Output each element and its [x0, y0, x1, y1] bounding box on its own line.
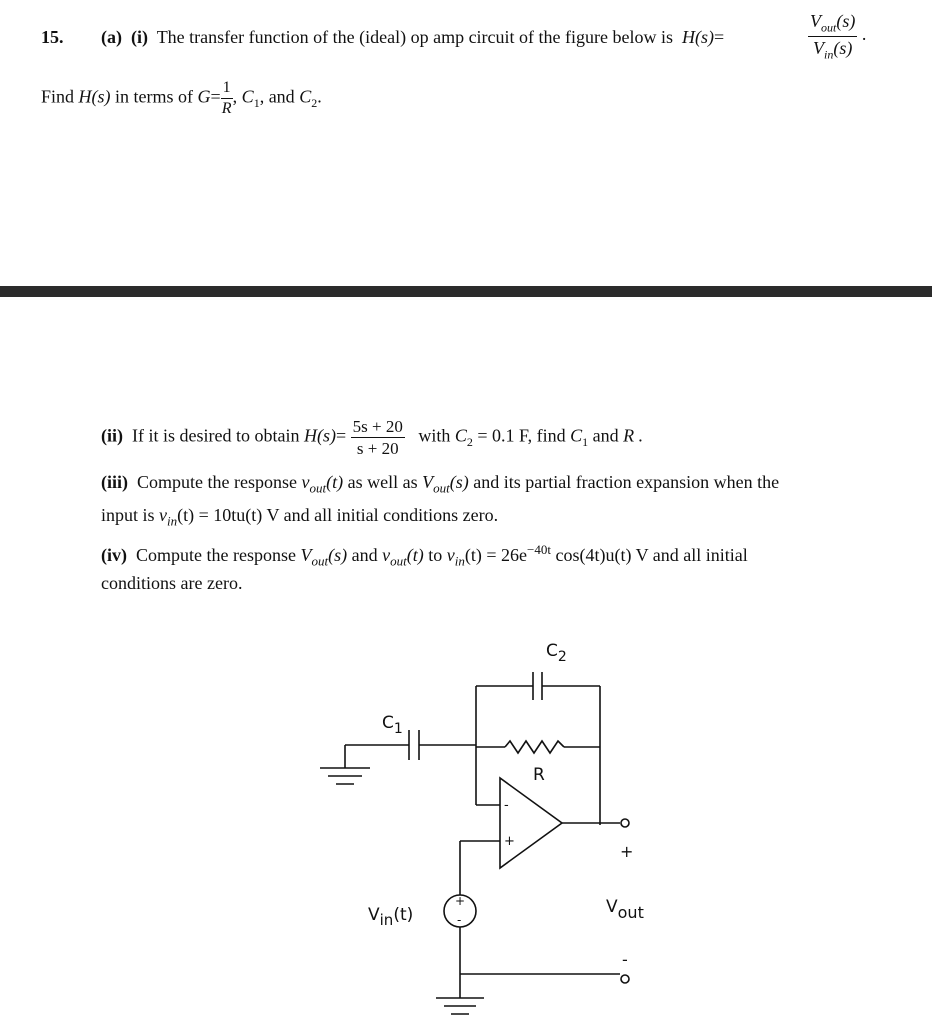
- problem-number: 15.: [41, 27, 64, 47]
- c2-label: $C_2$: [546, 641, 567, 665]
- part-iii-line1: (iii) Compute the response $v_{out}(t)$ as well as $V_{out}(s)$ and its partial fraction expansion when the: [101, 472, 780, 496]
- plus-input-label: +: [504, 834, 515, 849]
- part-iv-line1: (iv) Compute the response $V_{out}(s)$ and $v_{out}(t)$ to $v_{in}(t) = 26e^{-40t}$ cos(4t)u(t) V and all initial: [101, 542, 748, 569]
- source-plus: +: [455, 894, 466, 908]
- r-label: R: [533, 765, 545, 785]
- part-iv-line2: conditions are zero.: [101, 573, 243, 593]
- vout-label: Vout: [606, 897, 644, 922]
- part-iii-line2: input is $v_{in}(t) = 10tu(t)$ V and all initial conditions zero.: [101, 505, 499, 529]
- output-minus-label: -: [622, 950, 628, 969]
- output-plus-label: +: [620, 842, 634, 861]
- output-terminal-bottom: [621, 975, 629, 983]
- transfer-function-fraction: $\frac{V_{out}(s)}{V_{in}(s)}$ .: [810, 11, 867, 62]
- part-ii-line: (ii) If it is desired to obtain H(s)= $\frac{5s + 20}{s + 20}$ with $C_2 = 0.1$ F, find $C_1$ and R .: [101, 417, 644, 458]
- resistor-r: [505, 741, 564, 753]
- part-a-i-line: (a) (i) The transfer function of the (ideal) op amp circuit of the figure below is H(s)=: [101, 27, 725, 47]
- source-minus: -: [457, 913, 462, 927]
- op-amp-triangle: [500, 778, 562, 868]
- minus-input-label: -: [504, 798, 509, 813]
- c1-label: $C_1$: [382, 713, 403, 737]
- vin-label: Vin(t): [368, 905, 414, 929]
- find-line: Find H(s) in terms of G= $\frac{1}{R}$ , $C_1$, and $C_2$.: [41, 79, 322, 117]
- output-terminal-top: [621, 819, 629, 827]
